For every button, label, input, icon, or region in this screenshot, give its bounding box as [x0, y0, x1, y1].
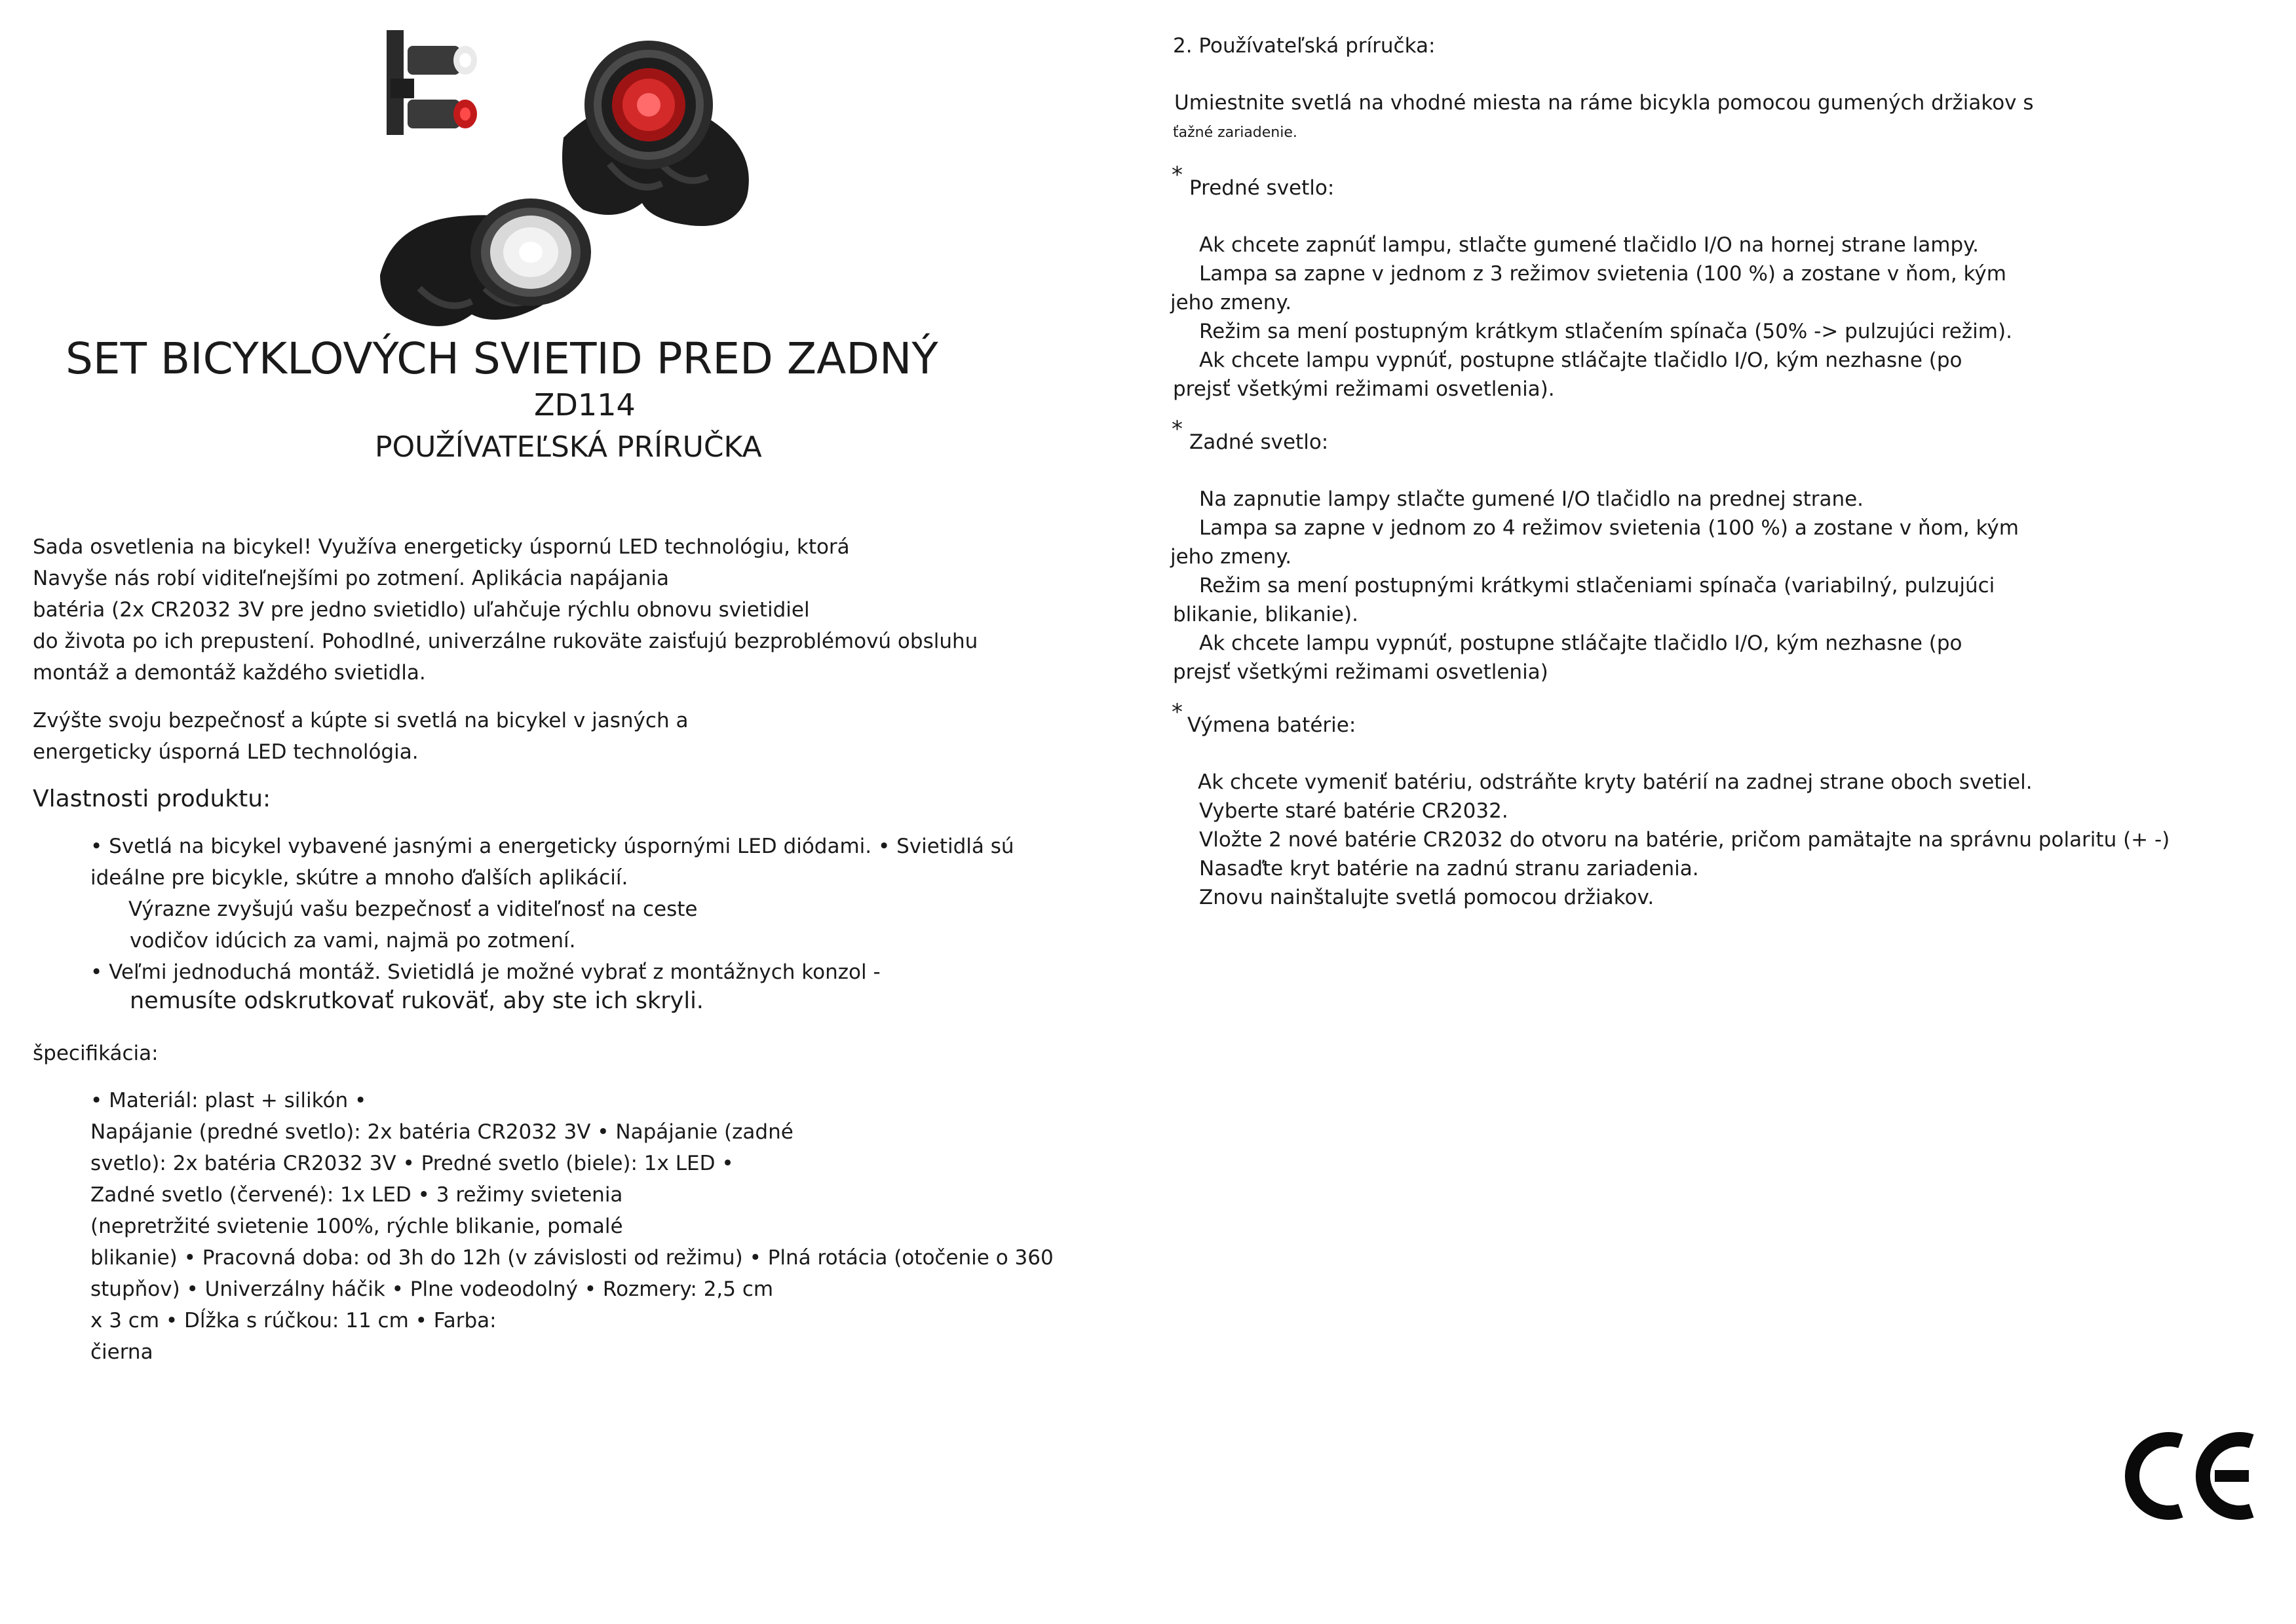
step-line: Ak chcete vymeniť batériu, odstráňte kryty batérií na zadnej strane oboch svetiel.	[1198, 770, 2033, 794]
front-light-photo	[380, 198, 591, 326]
feature-line: • Veľmi jednoduchá montáž. Svietidlá je možné vybrať z montážnych konzol -	[90, 960, 881, 984]
feature-line: ideálne pre bicykle, skútre a mnoho ďalších aplikácií.	[90, 866, 628, 890]
spec-line: čierna	[90, 1340, 153, 1364]
step-line: Režim sa mení postupným krátkym stlačením spínača (50% -> pulzujúci režim).	[1199, 320, 2012, 343]
feature-line: Výrazne zvyšujú vašu bezpečnosť a viditeľnosť na ceste	[128, 897, 698, 921]
front-light-steps	[1170, 231, 2012, 404]
step-line: Vyberte staré batérie CR2032.	[1199, 799, 1508, 823]
ce-mark-icon	[2123, 1427, 2261, 1525]
intro-line: batéria (2x CR2032 3V pre jedno svietidlo) uľahčuje rýchlu obnovu svietidiel	[33, 598, 810, 622]
spec-line: x 3 cm • Dĺžka s rúčkou: 11 cm • Farba:	[90, 1309, 497, 1332]
intro-line: do života po ich prepustení. Pohodlné, univerzálne rukoväte zaisťujú bezproblémovú obsluhu	[33, 630, 978, 653]
bullet-star: *	[1172, 416, 1183, 442]
specs-heading: špecifikácia:	[33, 1042, 159, 1065]
step-line: prejsť všetkými režimami osvetlenia).	[1173, 377, 1555, 401]
rear-light-steps	[1170, 485, 2019, 687]
step-line: Vložte 2 nové batérie CR2032 do otvoru na batérie, pričom pamätajte na správnu polaritu (+ -)	[1199, 828, 2170, 852]
features-list	[90, 832, 1014, 1015]
safety-line: Zvýšte svoju bezpečnosť a kúpte si svetlá na bicykel v jasných a	[33, 709, 689, 732]
feature-line: nemusíte odskrutkovať rukoväť, aby ste ich skryli.	[130, 988, 704, 1014]
safety-paragraph	[33, 706, 688, 766]
spec-line: • Materiál: plast + silikón •	[90, 1089, 367, 1112]
step-line: Lampa sa zapne v jednom zo 4 režimov svietenia (100 %) a zostane v ňom, kým	[1199, 516, 2019, 540]
manual-heading: 2. Používateľská príručka:	[1173, 34, 1436, 58]
step-line: Režim sa mení postupnými krátkymi stlačeniami spínača (variabilný, pulzujúci	[1199, 574, 1995, 597]
inset-photo	[387, 30, 477, 135]
rear-light-heading: Zadné svetlo:	[1189, 430, 1329, 454]
step-line: prejsť všetkými režimami osvetlenia)	[1173, 660, 1548, 684]
front-light-heading: Predné svetlo:	[1189, 176, 1335, 200]
feature-line: • Svetlá na bicykel vybavené jasnými a energeticky úspornými LED diódami. • Svietidlá sú	[90, 835, 1014, 858]
safety-line: energeticky úsporná LED technológia.	[33, 740, 419, 764]
spec-line: blikanie) • Pracovná doba: od 3h do 12h (v závislosti od režimu) • Plná rotácia (otočenie o 360	[90, 1246, 1054, 1270]
mount-instruction-small: ťažné zariadenie.	[1173, 124, 1297, 141]
mount-instruction: Umiestnite svetlá na vhodné miesta na ráme bicykla pomocou gumených držiakov s	[1174, 91, 2034, 115]
spec-line: (nepretržité svietenie 100%, rýchle blikanie, pomalé	[90, 1215, 623, 1238]
spec-line: Zadné svetlo (červené): 1x LED • 3 režimy svietenia	[90, 1183, 623, 1207]
rear-light-photo	[562, 41, 749, 226]
intro-line: montáž a demontáž každého svietidla.	[33, 661, 426, 685]
step-line: Nasaďte kryt batérie na zadnú stranu zariadenia.	[1199, 857, 1699, 880]
step-line: jeho zmeny.	[1170, 291, 1292, 314]
step-line: Ak chcete lampu vypnúť, postupne stláčajte tlačidlo I/O, kým nezhasne (po	[1199, 349, 1962, 372]
step-line: Ak chcete zapnúť lampu, stlačte gumené tlačidlo I/O na hornej strane lampy.	[1199, 233, 1979, 257]
step-line: Lampa sa zapne v jednom z 3 režimov svietenia (100 %) a zostane v ňom, kým	[1199, 262, 2006, 286]
spec-line: svetlo): 2x batéria CR2032 3V • Predné svetlo (biele): 1x LED •	[90, 1152, 734, 1175]
step-line: blikanie, blikanie).	[1173, 603, 1358, 626]
battery-heading: Výmena batérie:	[1187, 713, 1356, 737]
bullet-star: *	[1172, 699, 1183, 725]
spec-line: Napájanie (predné svetlo): 2x batéria CR2032 3V • Napájanie (zadné	[90, 1120, 794, 1144]
intro-paragraph	[33, 533, 978, 687]
intro-line: Sada osvetlenia na bicykel! Využíva energeticky úspornú LED technológiu, ktorá	[33, 535, 850, 559]
features-heading: Vlastnosti produktu:	[33, 785, 271, 812]
product-image	[367, 26, 773, 334]
step-line: jeho zmeny.	[1170, 545, 1292, 569]
spec-line: stupňov) • Univerzálny háčik • Plne vodeodolný • Rozmery: 2,5 cm	[90, 1277, 774, 1301]
specs-list	[90, 1086, 1054, 1367]
page-title: SET BICYKLOVÝCH SVIETID PRED ZADNÝ	[66, 333, 938, 384]
step-line: Ak chcete lampu vypnúť, postupne stláčajte tlačidlo I/O, kým nezhasne (po	[1199, 632, 1962, 655]
manual-subtitle: POUŽÍVATEĽSKÁ PRÍRUČKA	[375, 430, 762, 464]
model-number: ZD114	[534, 387, 636, 423]
step-line: Znovu nainštalujte svetlá pomocou držiakov.	[1199, 886, 1655, 909]
bullet-star: *	[1172, 162, 1183, 188]
feature-line: vodičov idúcich za vami, najmä po zotmení.	[130, 929, 576, 953]
battery-steps	[1170, 768, 2170, 912]
step-line: Na zapnutie lampy stlačte gumené I/O tlačidlo na prednej strane.	[1199, 487, 1864, 511]
intro-line: Navyše nás robí viditeľnejšími po zotmení. Aplikácia napájania	[33, 567, 669, 590]
